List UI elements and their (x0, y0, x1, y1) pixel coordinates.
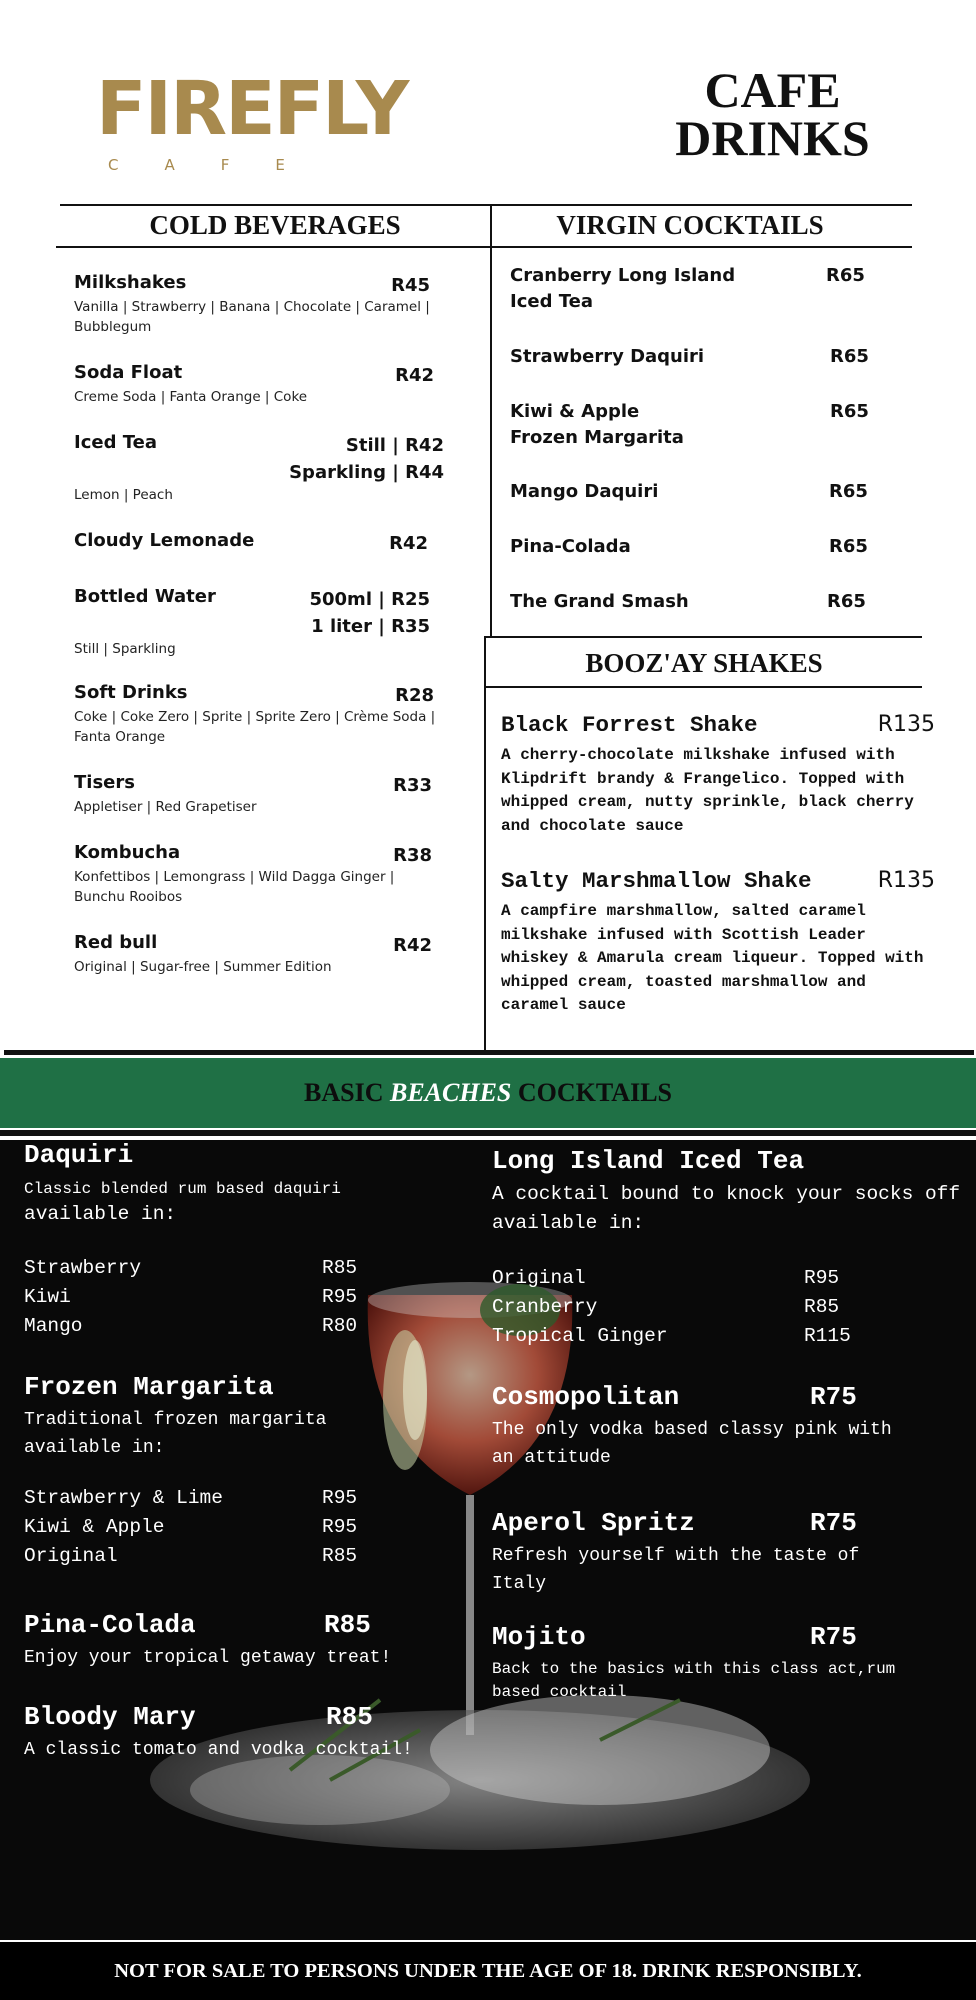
menu-item-strawberry-daquiri (510, 344, 869, 370)
divider (486, 636, 922, 638)
option-row (492, 1322, 892, 1351)
item-name: Tisers (74, 772, 135, 793)
item-description: Lemon | Peach (74, 487, 173, 503)
option-name: Kiwi (24, 1286, 71, 1308)
option-price: R85 (322, 1545, 358, 1567)
cocktail-pina-colada (24, 1610, 384, 1640)
option-price: R80 (322, 1315, 358, 1337)
item-price: R75 (810, 1622, 857, 1652)
item-name: Kiwi & Apple Frozen Margarita (510, 401, 684, 448)
option-price: R85 (322, 1257, 358, 1279)
item-name: Pina-Colada (510, 536, 631, 557)
item-description: Appletiser | Red Grapetiser (74, 799, 257, 815)
item-price: R135 (877, 712, 935, 737)
cocktail-long-island-desc: A cocktail bound to knock your socks off available in: (492, 1183, 961, 1234)
item-name: Kombucha (74, 842, 181, 863)
item-description: Vanilla | Strawberry | Banana | Chocolate | Caramel | Bubblegum (74, 299, 430, 335)
option-name: Original (24, 1545, 118, 1567)
menu-item-iced-tea (74, 432, 444, 505)
menu-item-mango-daquiri (510, 479, 868, 505)
item-name: Mojito (492, 1622, 586, 1652)
menu-item-soda-float (74, 362, 444, 407)
cocktail-margarita-name: Frozen Margarita (24, 1372, 274, 1402)
item-price: R65 (829, 481, 868, 502)
option-price: R85 (804, 1296, 840, 1318)
item-price: R38 (393, 845, 432, 866)
cocktail-cosmopolitan (492, 1382, 892, 1412)
item-name: Salty Marshmallow Shake (501, 868, 812, 894)
cocktail-daquiri-name: Daquiri (24, 1140, 134, 1170)
item-price: R135 (877, 868, 935, 893)
option-price: R115 (804, 1325, 851, 1347)
option-price: R95 (804, 1267, 840, 1289)
item-name: Red bull (74, 932, 158, 953)
item-name: Black Forrest Shake (501, 712, 758, 738)
item-price: R75 (810, 1508, 857, 1538)
item-description: Original | Sugar-free | Summer Edition (74, 959, 332, 975)
cocktail-aperol-spritz-desc: Refresh yourself with the taste of Italy (492, 1546, 860, 1594)
column-divider (484, 636, 486, 1052)
item-price: R65 (829, 536, 868, 557)
option-row (24, 1513, 364, 1542)
menu-item-tisers (74, 772, 444, 817)
column-divider (490, 204, 492, 636)
item-price: R65 (830, 346, 869, 367)
cocktails-banner (0, 1058, 976, 1128)
cocktail-margarita-options (24, 1484, 364, 1571)
cocktails-banner-title (0, 1058, 976, 1128)
item-name: Cloudy Lemonade (74, 530, 255, 551)
cocktail-mojito-desc: Back to the basics with this class act,rum based cocktail (492, 1660, 896, 1701)
page-title (640, 62, 905, 166)
divider (486, 686, 922, 688)
cocktail-bloody-mary (24, 1702, 384, 1732)
logo-subtitle: CAFE (108, 156, 331, 174)
cold-beverages-heading: COLD BEVERAGES (149, 210, 401, 240)
divider-thick (4, 1050, 974, 1055)
item-name: Soft Drinks (74, 682, 188, 703)
logo-word-fly: FLY (273, 66, 408, 152)
item-name: Soda Float (74, 362, 183, 383)
item-price-500ml: 500ml | R25 (309, 589, 430, 610)
menu-item-kiwi-apple-margarita (510, 399, 869, 451)
divider (60, 204, 912, 206)
item-price: R65 (826, 265, 865, 286)
item-name: Pina-Colada (24, 1610, 196, 1640)
age-disclaimer: NOT FOR SALE TO PERSONS UNDER THE AGE OF 18. DRINK RESPONSIBLY. (0, 1942, 976, 2000)
virgin-cocktails-heading: VIRGIN COCKTAILS (556, 210, 824, 240)
logo-wordmark (96, 66, 408, 152)
page-title-line2: DRINKS (675, 110, 870, 166)
item-description: Creme Soda | Fanta Orange | Coke (74, 389, 308, 405)
item-description: Still | Sparkling (74, 641, 176, 657)
item-name: Milkshakes (74, 272, 187, 293)
item-description: A cherry-chocolate milkshake infused with Klipdrift brandy & Frangelico. Topped with whipped cream, nutty sprinkle, black cherry and chocolate sauce (501, 746, 914, 835)
item-name: Cosmopolitan (492, 1382, 680, 1412)
divider-thick (0, 1130, 976, 1136)
item-description: Konfettibos | Lemongrass | Wild Dagga Ginger | Bunchu Rooibos (74, 869, 395, 905)
option-row (492, 1264, 892, 1293)
item-price (309, 586, 430, 640)
menu-item-cloudy-lemonade (74, 530, 444, 554)
banner-word-cocktails: COCKTAILS (511, 1078, 672, 1107)
divider (56, 246, 912, 248)
option-price: R95 (322, 1516, 358, 1538)
item-price: R75 (810, 1382, 857, 1412)
item-name: Bottled Water (74, 586, 216, 607)
banner-word-beaches: BEACHES (389, 1078, 512, 1107)
option-row (24, 1312, 364, 1341)
item-description: A campfire marshmallow, salted caramel milkshake infused with Scottish Leader whiskey & Amarula cream liqueur. Topped with whipped cream, toasted marshmallow and caramel sauce (501, 902, 924, 1014)
cafe-logo (96, 66, 408, 182)
item-description: Coke | Coke Zero | Sprite | Sprite Zero | Crème Soda | Fanta Orange (74, 709, 436, 745)
option-price: R95 (322, 1286, 358, 1308)
option-name: Cranberry (492, 1296, 598, 1318)
cocktail-daquiri-available: available in: (24, 1203, 177, 1225)
item-price: R42 (395, 365, 434, 386)
menu-item-grand-smash (510, 589, 865, 615)
item-price: R45 (391, 275, 430, 296)
cocktail-aperol-spritz (492, 1508, 892, 1538)
item-name: Iced Tea (74, 432, 157, 453)
option-row (24, 1484, 364, 1513)
item-price-still: Still | R42 (345, 435, 444, 456)
item-price-sparkling: Sparkling | R44 (289, 462, 444, 483)
item-price: R42 (393, 935, 432, 956)
item-name: The Grand Smash (510, 591, 689, 612)
item-price: R33 (393, 775, 432, 796)
item-price: R28 (395, 685, 434, 706)
logo-word-fire: FIRE (96, 66, 274, 152)
cocktail-daquiri-options (24, 1254, 364, 1341)
item-name: Bloody Mary (24, 1702, 196, 1732)
option-name: Original (492, 1267, 586, 1289)
cocktail-pina-colada-desc: Enjoy your tropical getaway treat! (24, 1648, 392, 1668)
cocktails-section (0, 1140, 976, 1940)
cocktail-cosmopolitan-desc: The only vodka based classy pink with an attitude (492, 1420, 892, 1468)
option-name: Mango (24, 1315, 83, 1337)
cocktail-long-island-options (492, 1264, 892, 1351)
item-price: R42 (389, 533, 428, 554)
option-name: Kiwi & Apple (24, 1516, 165, 1538)
item-name: Strawberry Daquiri (510, 346, 705, 367)
option-row (24, 1542, 364, 1571)
menu-item-pina-colada (510, 534, 868, 560)
boozay-shakes-heading: BOOZ'AY SHAKES (585, 648, 823, 678)
option-row (492, 1293, 892, 1322)
item-price: R85 (326, 1702, 373, 1732)
option-price: R95 (322, 1487, 358, 1509)
menu-item-soft-drinks (74, 682, 444, 747)
item-price: R65 (827, 591, 866, 612)
page-title-line1: CAFE (704, 62, 841, 118)
cocktail-daquiri-desc: Classic blended rum based daquiri (24, 1180, 341, 1198)
menu-item-bottled-water (74, 586, 444, 659)
option-name: Strawberry (24, 1257, 142, 1279)
item-name: Cranberry Long Island Iced Tea (510, 265, 736, 312)
banner-word-basic: BASIC (304, 1078, 390, 1107)
cocktail-bloody-mary-desc: A classic tomato and vodka cocktail! (24, 1740, 413, 1760)
cocktail-mojito (492, 1622, 892, 1652)
option-name: Strawberry & Lime (24, 1487, 223, 1509)
menu-item-salty-marshmallow-shake (501, 868, 935, 1018)
item-name: Mango Daquiri (510, 481, 659, 502)
menu-item-red-bull (74, 932, 444, 977)
item-name: Aperol Spritz (492, 1508, 695, 1538)
menu-item-milkshakes (74, 272, 444, 337)
menu-item-black-forrest-shake (501, 712, 935, 838)
menu-item-cranberry-long-island (510, 263, 865, 315)
item-price: R65 (830, 401, 869, 422)
option-row (24, 1283, 364, 1312)
option-name: Tropical Ginger (492, 1325, 668, 1347)
item-price (289, 432, 444, 486)
item-price-1-liter: 1 liter | R35 (311, 616, 430, 637)
item-price: R85 (324, 1610, 371, 1640)
option-row (24, 1254, 364, 1283)
cocktail-margarita-desc: Traditional frozen margarita available in: (24, 1410, 327, 1458)
menu-item-kombucha (74, 842, 444, 907)
cocktail-long-island-name: Long Island Iced Tea (492, 1146, 805, 1176)
